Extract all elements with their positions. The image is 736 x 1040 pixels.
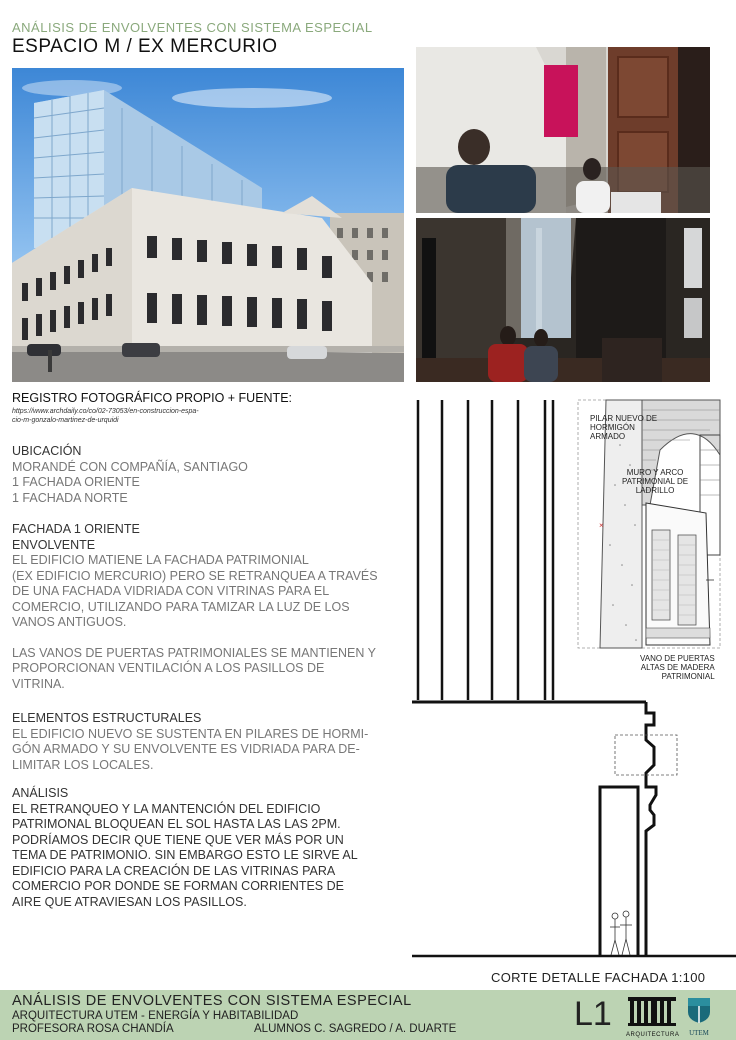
interior-photo-people (416, 47, 710, 213)
section-ubicacion (12, 444, 248, 506)
source-line: cio-m-gonzalo-martinez-de-urquidi (12, 417, 119, 424)
label-line: PATRIMONIAL DE (622, 477, 689, 486)
label-muro-arco (622, 468, 688, 495)
building-exterior-photo (12, 68, 404, 382)
label-pilar-nuevo (590, 414, 657, 441)
sheet-code: L1 (574, 995, 612, 1033)
section-heading: FACHADA 1 ORIENTE (12, 522, 140, 536)
text-line: TEMA DE PATRIMONIO. SIN EMBARGO ESTO LE SIRVE AL (12, 848, 358, 862)
label-line: PATRIMONIAL (661, 672, 715, 681)
footer-title: ANÁLISIS DE ENVOLVENTES CON SISTEMA ESPECIAL (12, 993, 412, 1009)
text-line: AIRE QUE ATRAVIESAN LOS PASILLOS. (12, 894, 247, 909)
drawing-caption: CORTE DETALLE FACHADA 1:100 (491, 970, 706, 985)
logo-text: ARQUITECTURA (626, 1032, 680, 1038)
text-line: PATRIMONAL BLOQUEAN EL SOL HASTA LAS LAS 2PM. (12, 817, 341, 831)
label-line: MURO Y ARCO (626, 468, 684, 477)
text-line: LAS VANOS DE PUERTAS PATRIMONIALES SE MANTIENEN Y (12, 645, 376, 660)
text-line: COMERCIO, UTILIZANDO PARA TAMIZAR LA LUZ DE LOS (12, 599, 350, 614)
section-analisis (12, 786, 358, 910)
section-heading: UBICACIÓN (12, 444, 82, 458)
label-line: LADRILLO (635, 486, 675, 495)
text-line: EL RETRANQUEO Y LA MANTENCIÓN DEL EDIFICIO (12, 801, 321, 816)
text-line: VITRINA. (12, 676, 65, 691)
svg-text:×: × (599, 521, 604, 530)
text-line: PODRÍAMOS DECIR QUE TIENE QUE VER MÁS POR UN (12, 832, 344, 847)
utem-text: UTEM (689, 1029, 709, 1037)
utem-logo (684, 996, 714, 1036)
footer-professor: PROFESORA ROSA CHANDÍA (12, 1023, 174, 1035)
label-line: ARMADO (590, 432, 626, 441)
photo-caption-title: REGISTRO FOTOGRÁFICO PROPIO + FUENTE: (12, 391, 293, 405)
text-line: 1 FACHADA ORIENTE (12, 475, 140, 489)
section-subheading: ENVOLVENTE (12, 537, 96, 552)
page-title: ESPACIO M / EX MERCURIO (12, 36, 278, 57)
source-line: https://www.archdaily.co/co/02-73053/en-construccion-espa- (12, 408, 199, 415)
section-heading: ANÁLISIS (12, 786, 69, 800)
text-line: MORANDÉ CON COMPAÑÍA, SANTIAGO (12, 459, 248, 474)
text-line: EL EDIFICIO NUEVO SE SUSTENTA EN PILARES DE HORMI- (12, 726, 369, 741)
pre-title: ANÁLISIS DE ENVOLVENTES CON SISTEMA ESPECIAL (12, 20, 373, 35)
text-line: DE UNA FACHADA VIDRIADA CON VITRINAS PARA EL (12, 584, 330, 598)
interior-photo-gallery (416, 218, 710, 382)
section-estructurales (12, 711, 368, 773)
arquitectura-logo (626, 995, 678, 1037)
text-line: VANOS ANTIGUOS. (12, 615, 127, 629)
label-vanos-puertas (640, 654, 715, 681)
text-line: PROPORCIONAN VENTILACIÓN A LOS PASILLOS DE (12, 661, 325, 675)
section-fachada (12, 522, 378, 692)
label-line: ALTAS DE MADERA (640, 663, 715, 672)
footer-course: ARQUITECTURA UTEM - ENERGÍA Y HABITABILIDAD (12, 1010, 299, 1022)
footer-band (0, 990, 736, 1040)
text-line: (EX EDIFICIO MERCURIO) PERO SE RETRANQUEA A TRAVÉS (12, 568, 378, 583)
text-line: 1 FACHADA NORTE (12, 490, 128, 505)
text-line: LIMITAR LOS LOCALES. (12, 757, 154, 772)
section-heading: ELEMENTOS ESTRUCTURALES (12, 711, 202, 725)
text-line: EDIFICIO PARA LA CREACIÓN DE LAS VITRINAS PARA (12, 863, 336, 878)
footer-students: ALUMNOS C. SAGREDO / A. DUARTE (254, 1023, 457, 1035)
utem-shield-icon (684, 996, 714, 1024)
label-line: VANO DE PUERTAS (640, 654, 715, 663)
text-line: GÓN ARMADO Y SU ENVOLVENTE ES VIDRIADA PARA DE- (12, 742, 360, 756)
text-line: EL EDIFICIO MATIENE LA FACHADA PATRIMONIAL (12, 553, 309, 567)
label-line: PILAR NUEVO DE (590, 414, 658, 423)
photo-caption-source (12, 407, 199, 425)
text-line: COMERCIO POR DONDE SE FORMAN CORRIENTES DE (12, 879, 344, 893)
label-line: HORMIGÓN (590, 423, 635, 432)
